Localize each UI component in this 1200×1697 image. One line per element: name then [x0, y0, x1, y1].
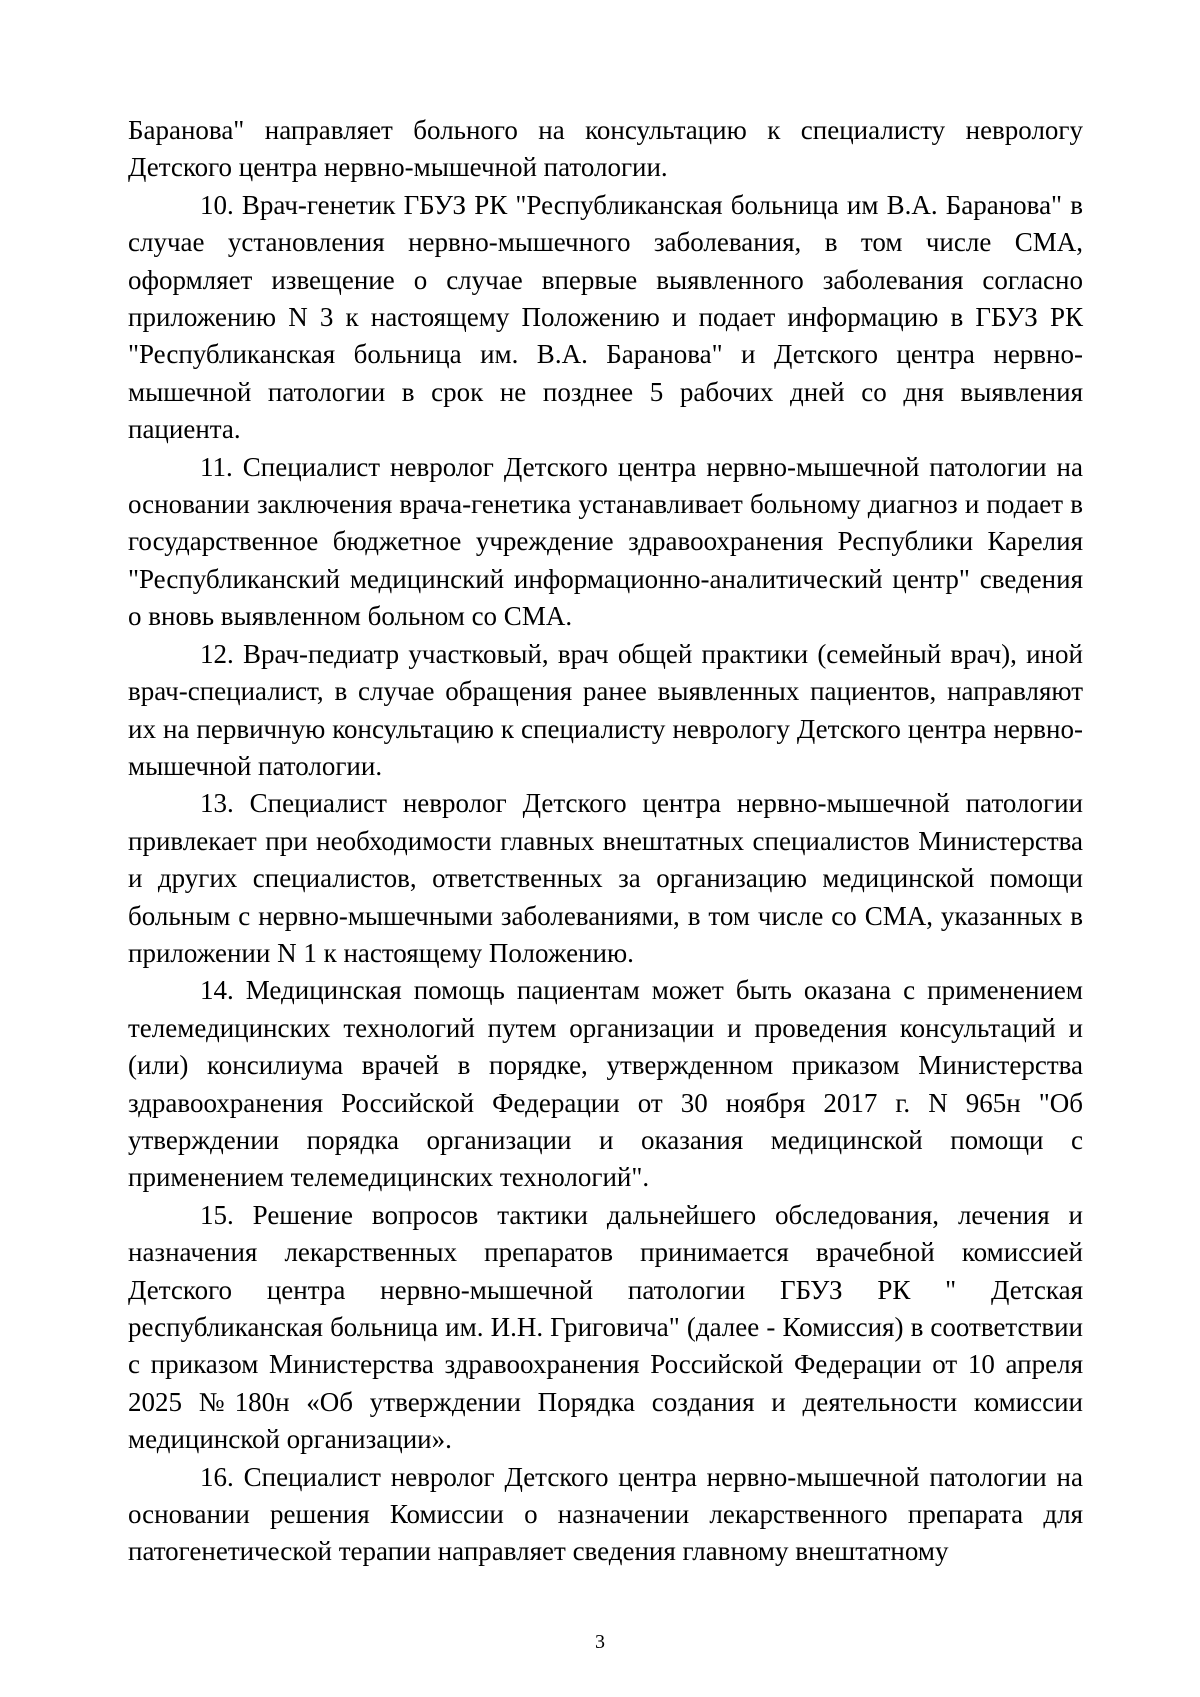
- paragraph-continuation: Баранова" направляет больного на консультацию к специалисту неврологу Детского центра нервно-мышечной патологии.: [128, 115, 1083, 183]
- page-number: 3: [595, 1631, 605, 1653]
- paragraph-14: 14. Медицинская помощь пациентам может быть оказана с применением телемедицинских технологий путем организации и проведения консультаций и (или) консилиума врачей в порядке, утвержденном приказом Министерства здравоохранения Российской Федерации от 30 ноября 2017 г. N 965н "Об утверждении порядка организации и оказания медицинской помощи с применением телемедицинских технологий".: [128, 975, 1083, 1193]
- paragraph-11: 11. Специалист невролог Детского центра нервно-мышечной патологии на основании заключения врача-генетика устанавливает больному диагноз и подает в государственное бюджетное учреждение здравоохранения Республики Карелия "Республиканский медицинский информационно-аналитический центр" сведения о вновь выявленном больном со СМА.: [128, 451, 1083, 632]
- paragraph-10: 10. Врач-генетик ГБУЗ РК "Республиканская больница им В.А. Баранова" в случае установления нервно-мышечного заболевания, в том числе СМА, оформляет извещение о случае впервые выявленного заболевания согласно приложению N 3 к настоящему Положению и подает информацию в ГБУЗ РК "Республиканская больница им. В.А. Баранова" и Детского центра нервно-мышечной патологии в срок не позднее 5 рабочих дней со дня выявления пациента.: [128, 189, 1083, 445]
- paragraph-12: 12. Врач-педиатр участковый, врач общей практики (семейный врач), иной врач-специалист, в случае обращения ранее выявленных пациентов, направляют их на первичную консультацию к специалисту неврологу Детского центра нервно-мышечной патологии.: [128, 638, 1083, 781]
- paragraph-15: 15. Решение вопросов тактики дальнейшего обследования, лечения и назначения лекарственных препаратов принимается врачебной комиссией Детского центра нервно-мышечной патологии ГБУЗ РК " Детская республиканская больница им. И.Н. Григовича" (далее - Комиссия) в соответствии с приказом Министерства здравоохранения Российской Федерации от 10 апреля 2025 №180н «Об утверждении Порядка создания и деятельности комиссии медицинской организации».: [128, 1199, 1083, 1455]
- document-body: [128, 112, 1083, 1571]
- paragraph-16: 16. Специалист невролог Детского центра нервно-мышечной патологии на основании решения Комиссии о назначении лекарственного препарата для патогенетической терапии направляет сведения главному внештатному: [128, 1461, 1083, 1567]
- paragraph-13: 13. Специалист невролог Детского центра нервно-мышечной патологии привлекает при необходимости главных внештатных специалистов Министерства и других специалистов, ответственных за организацию медицинской помощи больным с нервно-мышечными заболеваниями, в том числе со СМА, указанных в приложении N 1 к настоящему Положению.: [128, 788, 1083, 968]
